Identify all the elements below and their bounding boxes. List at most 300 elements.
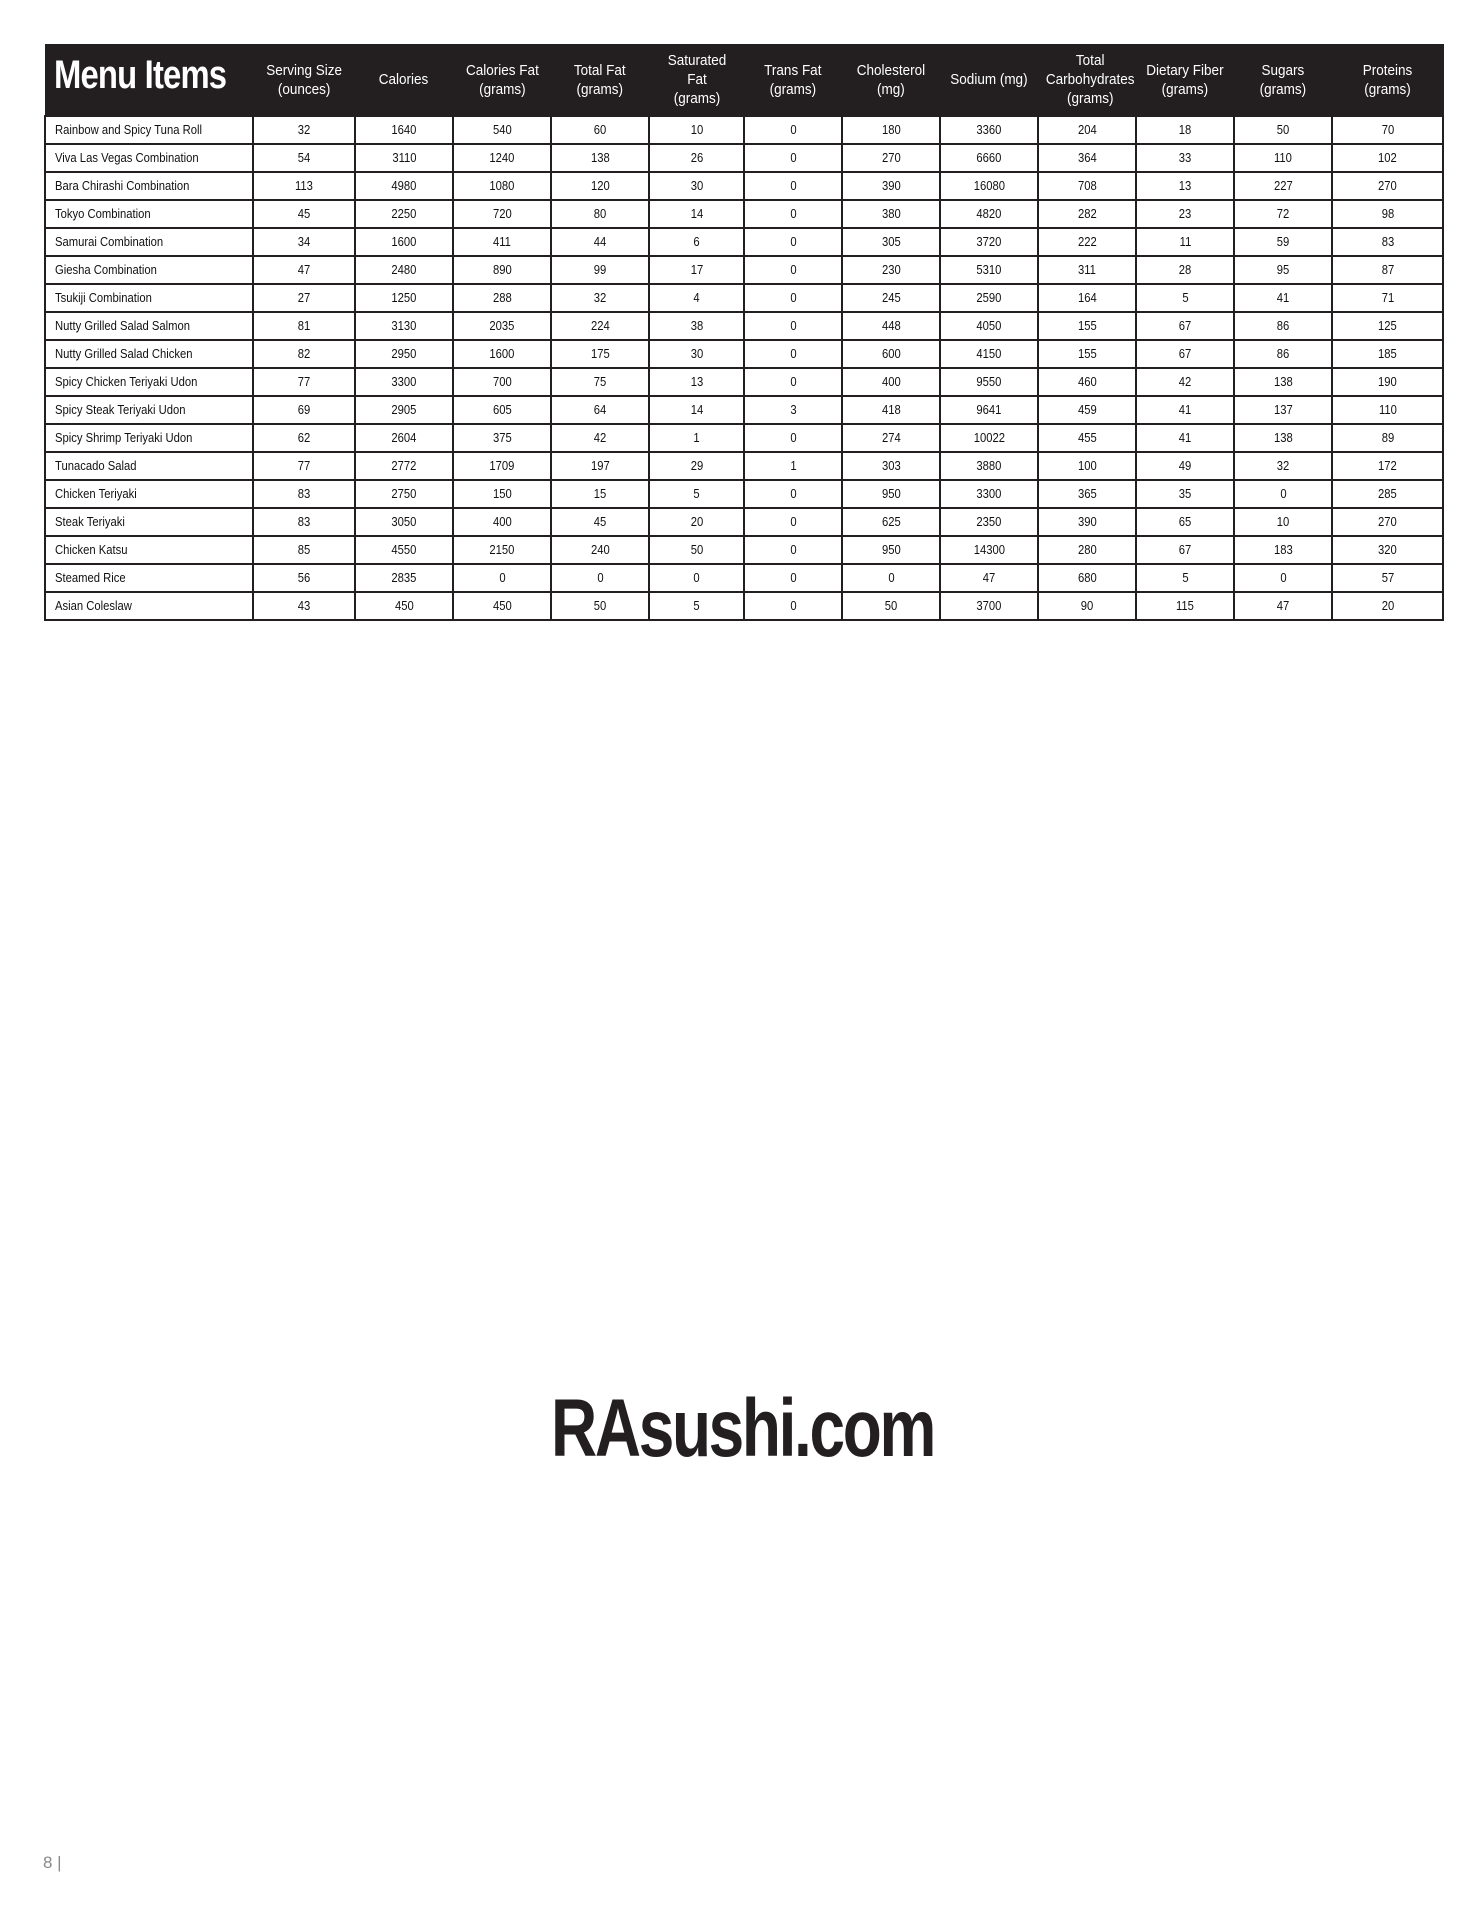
nutrition-value-cell [453, 172, 551, 200]
nutrition-value-cell [1234, 200, 1332, 228]
nutrition-value: 0 [789, 515, 797, 529]
nutrition-value: 411 [493, 235, 511, 249]
menu-item-name: Giesha Combination [55, 263, 157, 277]
nutrition-value-cell [253, 284, 355, 312]
nutrition-value: 56 [297, 571, 311, 585]
nutrition-value: 0 [789, 319, 797, 333]
nutrition-value-cell [1234, 536, 1332, 564]
nutrition-value-cell [1136, 284, 1234, 312]
nutrition-value-cell [1038, 144, 1136, 172]
nutrition-value: 190 [1378, 375, 1397, 389]
nutrition-value: 13 [1178, 179, 1192, 193]
nutrition-value-cell [1136, 228, 1234, 256]
nutrition-value: 41 [1178, 431, 1192, 445]
column-header-label: Saturated Fat (grams) [667, 52, 726, 107]
nutrition-value-cell [1136, 536, 1234, 564]
nutrition-value-cell [453, 536, 551, 564]
nutrition-value: 44 [593, 235, 607, 249]
nutrition-value: 180 [881, 123, 901, 137]
nutrition-value: 0 [789, 151, 797, 165]
nutrition-value: 2590 [976, 291, 1002, 305]
nutrition-value-cell [1038, 200, 1136, 228]
nutrition-value-cell [842, 312, 940, 340]
menu-item-name: Steak Teriyaki [55, 515, 125, 529]
nutrition-value-cell [551, 424, 649, 452]
table-row [45, 452, 1443, 480]
nutrition-value-cell [253, 200, 355, 228]
nutrition-value-cell [649, 452, 744, 480]
nutrition-value-cell [1234, 144, 1332, 172]
nutrition-value-cell [1332, 228, 1443, 256]
nutrition-value: 3300 [976, 487, 1002, 501]
column-header-label: Proteins (grams) [1362, 61, 1413, 98]
nutrition-value-cell [355, 396, 453, 424]
nutrition-value-cell [453, 116, 551, 144]
nutrition-value-cell [1038, 116, 1136, 144]
nutrition-value-cell [253, 564, 355, 592]
column-header [551, 44, 649, 116]
nutrition-value: 47 [1276, 599, 1290, 613]
nutrition-value-cell [649, 396, 744, 424]
nutrition-value: 120 [590, 179, 610, 193]
nutrition-value-cell [551, 480, 649, 508]
nutrition-value-cell [1332, 536, 1443, 564]
menu-item-name-cell [45, 256, 253, 284]
table-row [45, 144, 1443, 172]
nutrition-value: 2150 [489, 543, 515, 557]
nutrition-value: 150 [492, 487, 512, 501]
table-row [45, 172, 1443, 200]
nutrition-value-cell [940, 256, 1038, 284]
nutrition-value: 38 [690, 319, 703, 333]
nutrition-value-cell [453, 284, 551, 312]
nutrition-value: 1600 [391, 235, 417, 249]
nutrition-value-cell [842, 564, 940, 592]
nutrition-value: 605 [492, 403, 512, 417]
nutrition-value: 102 [1378, 151, 1397, 165]
nutrition-value-cell [551, 172, 649, 200]
nutrition-value-cell [1332, 508, 1443, 536]
nutrition-value-cell [649, 312, 744, 340]
nutrition-value: 67 [1178, 347, 1192, 361]
nutrition-value: 303 [881, 459, 901, 473]
nutrition-value-cell [1038, 396, 1136, 424]
nutrition-value: 81 [297, 319, 311, 333]
nutrition-value: 600 [881, 347, 901, 361]
nutrition-value: 77 [297, 459, 311, 473]
nutrition-value: 4050 [976, 319, 1002, 333]
nutrition-value: 1 [693, 431, 700, 445]
nutrition-value: 110 [1378, 403, 1397, 417]
nutrition-value: 2350 [976, 515, 1002, 529]
nutrition-value: 50 [690, 543, 703, 557]
nutrition-value-cell [551, 144, 649, 172]
menu-item-name: Nutty Grilled Salad Salmon [55, 319, 191, 333]
nutrition-value-cell [1332, 116, 1443, 144]
nutrition-value: 41 [1178, 403, 1192, 417]
nutrition-value-cell [1136, 452, 1234, 480]
nutrition-value-cell [1136, 396, 1234, 424]
nutrition-value: 33 [1178, 151, 1192, 165]
nutrition-value-cell [744, 536, 842, 564]
table-row [45, 200, 1443, 228]
nutrition-value-cell [1136, 368, 1234, 396]
nutrition-value-cell [1332, 424, 1443, 452]
nutrition-value-cell [453, 396, 551, 424]
nutrition-value-cell [842, 340, 940, 368]
nutrition-value: 1240 [489, 151, 515, 165]
menu-item-name: Asian Coleslaw [55, 599, 132, 613]
nutrition-value: 99 [593, 263, 607, 277]
nutrition-value: 3050 [391, 515, 417, 529]
nutrition-value: 0 [789, 543, 797, 557]
nutrition-value-cell [940, 452, 1038, 480]
nutrition-value-cell [649, 144, 744, 172]
nutrition-value-cell [355, 228, 453, 256]
column-header-label: Sodium (mg) [950, 71, 1028, 88]
nutrition-value-cell [842, 144, 940, 172]
nutrition-value: 27 [297, 291, 311, 305]
nutrition-value-cell [842, 396, 940, 424]
nutrition-value-cell [355, 508, 453, 536]
nutrition-value: 720 [492, 207, 512, 221]
nutrition-value-cell [744, 144, 842, 172]
nutrition-value-cell [649, 284, 744, 312]
nutrition-value-cell [1234, 284, 1332, 312]
nutrition-value: 1080 [489, 179, 515, 193]
nutrition-value: 164 [1077, 291, 1097, 305]
nutrition-value: 100 [1077, 459, 1097, 473]
nutrition-value: 23 [1178, 207, 1192, 221]
table-row [45, 284, 1443, 312]
nutrition-value-cell [744, 592, 842, 620]
nutrition-value-cell [355, 424, 453, 452]
nutrition-value: 59 [1276, 235, 1290, 249]
nutrition-value: 57 [1381, 571, 1394, 585]
nutrition-value-cell [551, 228, 649, 256]
nutrition-value-cell [649, 200, 744, 228]
nutrition-value-cell [551, 508, 649, 536]
nutrition-value: 9641 [976, 403, 1002, 417]
nutrition-value-cell [940, 172, 1038, 200]
menu-item-name: Viva Las Vegas Combination [55, 151, 199, 165]
nutrition-value: 87 [1381, 263, 1394, 277]
nutrition-value: 67 [1178, 319, 1192, 333]
nutrition-value-cell [453, 452, 551, 480]
nutrition-value: 204 [1077, 123, 1097, 137]
nutrition-value: 0 [789, 263, 797, 277]
column-header [649, 44, 744, 116]
nutrition-value-cell [842, 424, 940, 452]
nutrition-value: 288 [492, 291, 512, 305]
nutrition-value-cell [453, 256, 551, 284]
nutrition-value-cell [355, 564, 453, 592]
nutrition-value: 14300 [973, 543, 1005, 557]
nutrition-value: 113 [295, 179, 313, 193]
nutrition-value-cell [453, 508, 551, 536]
menu-item-name: Tsukiji Combination [55, 291, 152, 305]
nutrition-value: 86 [1276, 319, 1290, 333]
menu-item-name-cell [45, 312, 253, 340]
nutrition-value-cell [940, 368, 1038, 396]
nutrition-value-cell [649, 256, 744, 284]
nutrition-value-cell [1136, 340, 1234, 368]
menu-item-name-cell [45, 480, 253, 508]
table-row [45, 424, 1443, 452]
menu-item-name-cell [45, 144, 253, 172]
nutrition-value-cell [1136, 480, 1234, 508]
nutrition-value-cell [940, 200, 1038, 228]
menu-item-name-cell [45, 424, 253, 452]
nutrition-value: 950 [881, 543, 901, 557]
nutrition-value: 47 [297, 263, 311, 277]
nutrition-value-cell [842, 480, 940, 508]
nutrition-value-cell [1234, 116, 1332, 144]
nutrition-value: 89 [1381, 431, 1394, 445]
nutrition-value: 17 [690, 263, 703, 277]
nutrition-value-cell [744, 256, 842, 284]
nutrition-value-cell [649, 480, 744, 508]
nutrition-value-cell [1332, 144, 1443, 172]
column-header [1234, 44, 1332, 116]
nutrition-value-cell [1234, 592, 1332, 620]
nutrition-value-cell [744, 564, 842, 592]
nutrition-value-cell [1332, 592, 1443, 620]
nutrition-value: 4820 [976, 207, 1002, 221]
menu-item-name: Samurai Combination [55, 235, 164, 249]
nutrition-value: 390 [1077, 515, 1097, 529]
menu-item-name: Chicken Teriyaki [55, 487, 137, 501]
nutrition-value: 680 [1077, 571, 1097, 585]
column-header-label: Trans Fat (grams) [764, 61, 822, 98]
nutrition-value-cell [649, 340, 744, 368]
nutrition-value-cell [355, 172, 453, 200]
column-header [1136, 44, 1234, 116]
nutrition-value-cell [453, 368, 551, 396]
nutrition-value-cell [842, 172, 940, 200]
table-row [45, 592, 1443, 620]
nutrition-value: 1 [789, 459, 797, 473]
nutrition-value: 1640 [391, 123, 417, 137]
nutrition-value: 0 [789, 571, 797, 585]
nutrition-value: 80 [593, 207, 607, 221]
menu-item-name-cell [45, 284, 253, 312]
nutrition-value-cell [551, 284, 649, 312]
menu-item-name-cell [45, 368, 253, 396]
nutrition-value: 2604 [391, 431, 417, 445]
column-header-label: Total Fat (grams) [574, 61, 626, 98]
nutrition-value-cell [1234, 256, 1332, 284]
nutrition-value-cell [355, 256, 453, 284]
nutrition-value-cell [940, 312, 1038, 340]
nutrition-value-cell [1038, 508, 1136, 536]
nutrition-value-cell [1332, 284, 1443, 312]
nutrition-value: 0 [789, 487, 797, 501]
nutrition-value: 5 [1181, 291, 1189, 305]
menu-item-name: Bara Chirashi Combination [55, 179, 190, 193]
nutrition-value: 2905 [391, 403, 417, 417]
nutrition-value: 400 [881, 375, 901, 389]
nutrition-value-cell [940, 340, 1038, 368]
nutrition-value: 115 [1176, 599, 1194, 613]
nutrition-value-cell [453, 340, 551, 368]
nutrition-value: 34 [297, 235, 311, 249]
menu-item-name: Spicy Chicken Teriyaki Udon [55, 375, 198, 389]
nutrition-value-cell [1234, 172, 1332, 200]
nutrition-value-cell [744, 424, 842, 452]
nutrition-value: 270 [1378, 515, 1397, 529]
nutrition-value: 47 [982, 571, 996, 585]
table-body [45, 116, 1443, 620]
nutrition-value-cell [649, 172, 744, 200]
nutrition-value: 26 [690, 151, 703, 165]
column-header [355, 44, 453, 116]
nutrition-value-cell [1038, 312, 1136, 340]
nutrition-value: 83 [297, 515, 311, 529]
menu-item-name: Chicken Katsu [55, 543, 128, 557]
nutrition-value-cell [940, 480, 1038, 508]
nutrition-value: 67 [1178, 543, 1192, 557]
nutrition-value-cell [253, 340, 355, 368]
nutrition-value: 86 [1276, 347, 1290, 361]
nutrition-value-cell [551, 312, 649, 340]
nutrition-value: 311 [1078, 263, 1096, 277]
nutrition-value-cell [253, 228, 355, 256]
nutrition-value-cell [551, 564, 649, 592]
table-row [45, 340, 1443, 368]
nutrition-value-cell [649, 592, 744, 620]
nutrition-value-cell [1136, 116, 1234, 144]
nutrition-value: 13 [690, 375, 703, 389]
nutrition-value-cell [355, 116, 453, 144]
nutrition-value: 285 [1378, 487, 1397, 501]
nutrition-value: 365 [1077, 487, 1097, 501]
nutrition-value: 274 [881, 431, 901, 445]
nutrition-value: 3360 [976, 123, 1002, 137]
nutrition-value-cell [842, 368, 940, 396]
menu-item-name: Rainbow and Spicy Tuna Roll [55, 123, 202, 137]
nutrition-value-cell [649, 536, 744, 564]
brand-wordmark [0, 1382, 1484, 1476]
nutrition-value: 400 [492, 515, 512, 529]
nutrition-value: 418 [881, 403, 901, 417]
nutrition-value: 10 [1276, 515, 1290, 529]
nutrition-value-cell [1136, 172, 1234, 200]
column-header-label: Calories [379, 71, 429, 88]
nutrition-value-cell [744, 116, 842, 144]
nutrition-value: 6660 [976, 151, 1002, 165]
table-header-row [45, 44, 1443, 116]
nutrition-value: 41 [1276, 291, 1290, 305]
nutrition-value: 3880 [976, 459, 1002, 473]
nutrition-value-cell [1234, 508, 1332, 536]
nutrition-value-cell [1038, 452, 1136, 480]
nutrition-value-cell [744, 508, 842, 536]
nutrition-value-cell [355, 284, 453, 312]
nutrition-value-cell [1332, 452, 1443, 480]
nutrition-value: 240 [590, 543, 610, 557]
nutrition-value: 125 [1378, 319, 1397, 333]
nutrition-value: 83 [1381, 235, 1394, 249]
nutrition-value: 270 [1378, 179, 1397, 193]
nutrition-value: 60 [593, 123, 607, 137]
table-row [45, 228, 1443, 256]
nutrition-value-cell [1234, 228, 1332, 256]
nutrition-value: 364 [1077, 151, 1097, 165]
column-header [1332, 44, 1443, 116]
nutrition-value-cell [1332, 312, 1443, 340]
nutrition-value: 320 [1378, 543, 1397, 557]
column-header-label: Sugars (grams) [1259, 61, 1307, 98]
nutrition-value: 0 [789, 235, 797, 249]
menu-item-name-cell [45, 508, 253, 536]
nutrition-value-cell [1136, 564, 1234, 592]
nutrition-value: 30 [690, 179, 703, 193]
nutrition-value-cell [649, 564, 744, 592]
nutrition-value-cell [744, 172, 842, 200]
nutrition-value-cell [744, 284, 842, 312]
nutrition-value: 5 [1181, 571, 1189, 585]
nutrition-value-cell [453, 312, 551, 340]
menu-item-name-cell [45, 116, 253, 144]
nutrition-value-cell [453, 480, 551, 508]
nutrition-value: 20 [1381, 599, 1394, 613]
menu-item-name-cell [45, 396, 253, 424]
table-row [45, 480, 1443, 508]
nutrition-value-cell [551, 116, 649, 144]
nutrition-value-cell [551, 256, 649, 284]
nutrition-value: 390 [881, 179, 901, 193]
nutrition-value-cell [649, 368, 744, 396]
nutrition-value-cell [744, 480, 842, 508]
menu-item-name: Spicy Shrimp Teriyaki Udon [55, 431, 193, 445]
menu-item-name-cell [45, 536, 253, 564]
table-row [45, 536, 1443, 564]
nutrition-value: 85 [297, 543, 311, 557]
nutrition-value: 700 [492, 375, 512, 389]
nutrition-value: 90 [1080, 599, 1094, 613]
nutrition-value: 2835 [391, 571, 417, 585]
nutrition-value: 14 [690, 207, 703, 221]
nutrition-value: 0 [693, 571, 700, 585]
nutrition-value-cell [253, 396, 355, 424]
nutrition-value: 224 [590, 319, 610, 333]
table-row [45, 564, 1443, 592]
nutrition-value-cell [940, 536, 1038, 564]
nutrition-value-cell [744, 396, 842, 424]
menu-item-name-cell [45, 592, 253, 620]
nutrition-value: 2950 [391, 347, 417, 361]
nutrition-value: 65 [1178, 515, 1192, 529]
nutrition-value: 16080 [973, 179, 1005, 193]
nutrition-value-cell [1038, 228, 1136, 256]
nutrition-value: 9550 [976, 375, 1002, 389]
nutrition-value: 0 [596, 571, 604, 585]
nutrition-value: 64 [593, 403, 607, 417]
nutrition-value-cell [355, 200, 453, 228]
nutrition-value-cell [1136, 508, 1234, 536]
nutrition-value: 137 [1273, 403, 1293, 417]
nutrition-value-cell [649, 228, 744, 256]
nutrition-value: 2750 [391, 487, 417, 501]
table-row [45, 508, 1443, 536]
nutrition-value-cell [253, 592, 355, 620]
column-header [1038, 44, 1136, 116]
nutrition-value: 0 [789, 291, 797, 305]
column-header-label: Cholesterol (mg) [856, 61, 926, 98]
brand-text: RAsushi.com [550, 1383, 934, 1474]
nutrition-value-cell [253, 312, 355, 340]
